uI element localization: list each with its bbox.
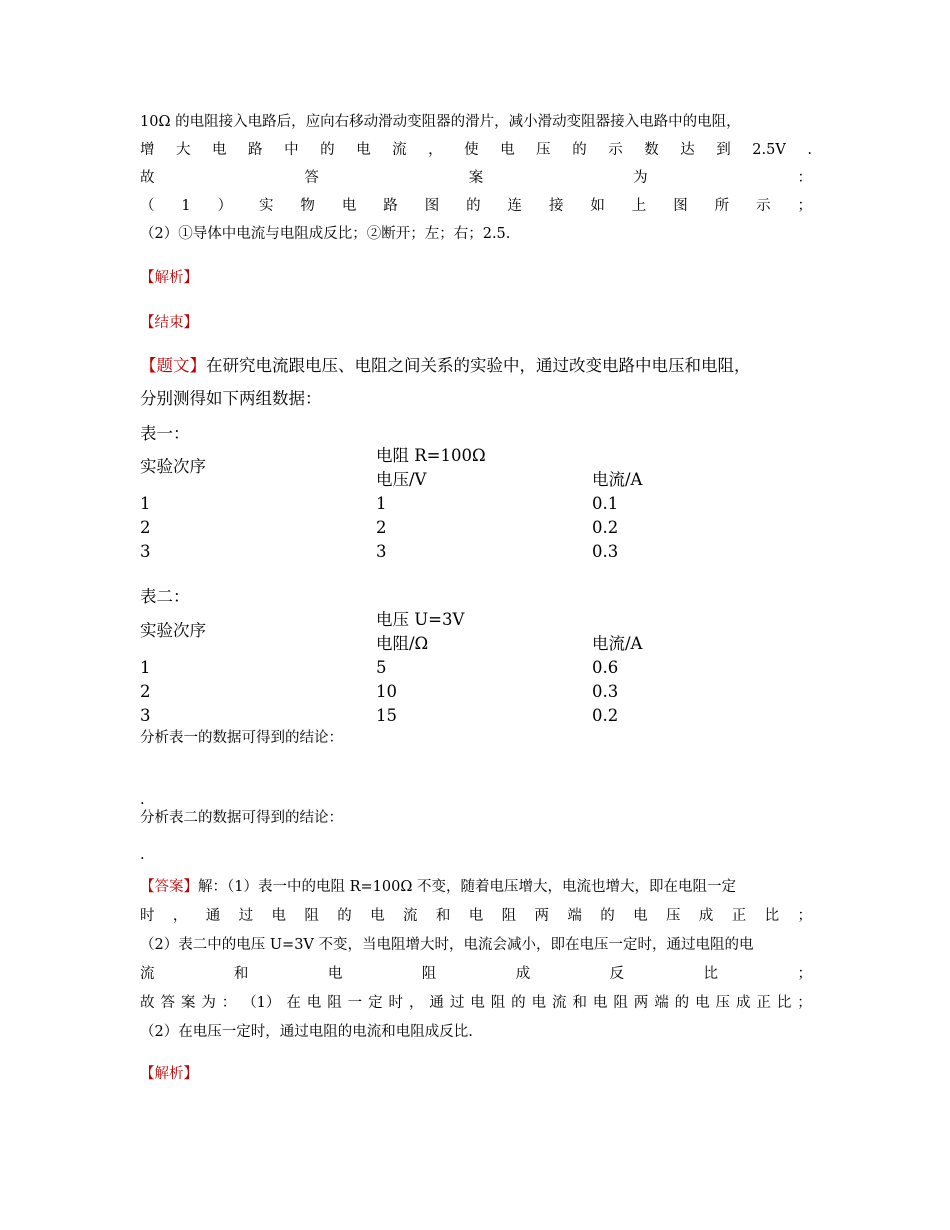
word: 流 [140, 966, 155, 982]
question-tag: 【题文】 [140, 356, 206, 375]
word: 电 [695, 995, 710, 1011]
answer-tag: 【答案】 [140, 879, 198, 895]
table2-group-header: 电压 U=3V [376, 610, 465, 629]
analysis-prompt-2: 分析表二的数据可得到的结论： [140, 810, 343, 826]
word: 时 [140, 908, 155, 924]
table2-header-current: 电流/A [592, 634, 643, 653]
table2-cell: 1 [140, 658, 151, 677]
word: 通 [429, 995, 444, 1011]
word: 上 [631, 198, 647, 214]
word: ： [221, 995, 237, 1011]
word: 流 [552, 995, 567, 1011]
word: 路 [248, 142, 263, 158]
word: 电 [327, 966, 343, 982]
word: 图 [424, 198, 440, 214]
word: （ [140, 198, 155, 214]
word: . [807, 142, 812, 158]
table2-cell: 2 [140, 682, 151, 701]
word: 答 [304, 170, 319, 186]
word: 的 [674, 995, 690, 1011]
table2-cell: 3 [140, 706, 151, 725]
table1-header-voltage: 电压/V [376, 470, 427, 489]
word: 两 [534, 908, 549, 924]
word: 答 [160, 995, 175, 1011]
table1-cell: 2 [140, 518, 151, 537]
answer-line-1 [140, 877, 812, 897]
word: 和 [572, 995, 587, 1011]
word: 故 [140, 170, 155, 186]
answer-line-5 [140, 993, 812, 1013]
table2-cell: 0.3 [592, 682, 619, 701]
table1-header-trial: 实验次序 [140, 457, 206, 476]
analysis-tag-1: 【解析】 [140, 270, 198, 286]
word: 过 [238, 908, 254, 924]
word: 示 [608, 142, 623, 158]
word: 电 [271, 908, 286, 924]
table2-cell: 0.2 [592, 706, 619, 725]
word: 为 [201, 995, 216, 1011]
word: 达 [680, 142, 695, 158]
word: 流 [392, 142, 407, 158]
table1-group-header: 电阻 R=100Ω [376, 446, 486, 465]
word: 实 [259, 198, 274, 214]
word: 1 [181, 198, 191, 214]
word: 物 [300, 198, 315, 214]
word: 连 [507, 198, 523, 214]
answer-line-4 [140, 964, 812, 984]
word: 的 [600, 908, 615, 924]
word: 比 [703, 966, 719, 982]
question-line-2: 分别测得如下两组数据： [140, 389, 322, 408]
answer-blank-1: . [140, 792, 145, 808]
word: 所 [714, 198, 730, 214]
answer-blank-2: . [140, 847, 145, 863]
table1-cell: 1 [376, 494, 387, 513]
word: 到 [716, 142, 731, 158]
word: 2.5V [752, 142, 786, 158]
word: ， [408, 995, 424, 1011]
table1-header-current: 电流/A [592, 470, 643, 489]
word: 故 [140, 995, 155, 1011]
word: 一 [347, 995, 363, 1011]
word: 两 [633, 995, 649, 1011]
analysis-prompt-1: 分析表一的数据可得到的结论： [140, 730, 343, 746]
table1-cell: 0.2 [592, 518, 619, 537]
word: 端 [567, 908, 582, 924]
answer-prev-line-5: （2）①导体中电流与电阻成反比；②断开；左；右；2.5. [140, 226, 511, 242]
word: 图 [673, 198, 688, 214]
word: ； [797, 966, 812, 982]
word: 如 [590, 198, 605, 214]
word: 在 [286, 995, 301, 1011]
word: 的 [511, 995, 526, 1011]
word: ； [797, 995, 812, 1011]
word: ： [797, 170, 812, 186]
table2-cell: 15 [376, 706, 397, 725]
word: 接 [548, 198, 564, 214]
word: 压 [666, 908, 681, 924]
table1-cell: 3 [140, 542, 151, 561]
word: 为 [633, 170, 648, 186]
word: 案 [468, 170, 484, 186]
answer-prev-line-4 [140, 196, 812, 216]
word: 的 [337, 908, 352, 924]
word: 正 [756, 995, 771, 1011]
question-text-1: 在研究电流跟电压、电阻之间关系的实验中，通过改变电路中电压和电阻， [206, 356, 751, 375]
word: 电 [470, 995, 485, 1011]
word: 阻 [490, 995, 506, 1011]
word: 电 [341, 198, 357, 214]
word: ； [797, 198, 812, 214]
word: 增 [140, 142, 155, 158]
word: 案 [180, 995, 196, 1011]
word: 使 [464, 142, 479, 158]
table2-cell: 5 [376, 658, 387, 677]
word: 电 [633, 908, 648, 924]
word: ； [797, 908, 812, 924]
word: 和 [435, 908, 451, 924]
word: 大 [176, 142, 191, 158]
word: 的 [320, 142, 335, 158]
table1-title: 表一： [140, 424, 190, 443]
answer-text-1: 解：（1）表一中的电阻 R=100Ω 不变，随着电压增大，电流也增大，即在电阻一定 [198, 879, 736, 895]
word: 正 [731, 908, 747, 924]
word: 成 [698, 908, 714, 924]
word: 电 [306, 995, 322, 1011]
end-tag: 【结束】 [140, 315, 198, 331]
answer-line-6: （2）在电压一定时，通过电阻的电流和电阻成反比. [140, 1024, 473, 1040]
answer-line-3: （2）表二中的电压 U=3V 不变，当电阻增大时，电流会减小，即在电压一定时，通过电阻的电 [140, 937, 754, 953]
word: 流 [403, 908, 418, 924]
table2-cell: 0.6 [592, 658, 619, 677]
answer-prev-line-3 [140, 168, 812, 188]
word: 的 [572, 142, 587, 158]
word: 中 [284, 142, 299, 158]
word: ） [217, 198, 233, 214]
question-line-1 [140, 356, 812, 376]
word: 电 [356, 142, 371, 158]
word: 路 [383, 198, 398, 214]
analysis-tag-2: 【解析】 [140, 1066, 198, 1082]
answer-prev-line-2 [140, 140, 812, 160]
answer-prev-line-1: 10Ω 的电阻接入电路后，应向右移动滑动变阻器的滑片，减小滑动变阻器接入电路中的电阻， [140, 114, 741, 130]
word: 电 [500, 142, 515, 158]
table1-cell: 1 [140, 494, 151, 513]
word: 电 [370, 908, 385, 924]
word: 示 [756, 198, 771, 214]
word: 电 [212, 142, 227, 158]
table2-header-trial: 实验次序 [140, 621, 206, 640]
table2-cell: 10 [376, 682, 397, 701]
word: 阻 [327, 995, 342, 1011]
word: 成 [515, 966, 531, 982]
word: 电 [531, 995, 547, 1011]
word: 时 [388, 995, 404, 1011]
word: 比 [764, 908, 780, 924]
word: ， [172, 908, 188, 924]
word: 比 [776, 995, 792, 1011]
table1-cell: 2 [376, 518, 387, 537]
table2-header-resistance: 电阻/Ω [376, 634, 429, 653]
word: 过 [449, 995, 465, 1011]
table1-cell: 3 [376, 542, 387, 561]
word: 反 [609, 966, 625, 982]
word: 的 [466, 198, 481, 214]
word: 通 [205, 908, 221, 924]
word: 数 [644, 142, 659, 158]
table1-cell: 0.1 [592, 494, 619, 513]
word: 阻 [501, 908, 517, 924]
word: 定 [368, 995, 383, 1011]
word: 和 [233, 966, 249, 982]
word: 阻 [613, 995, 628, 1011]
word: 电 [592, 995, 608, 1011]
word: 阻 [421, 966, 437, 982]
answer-line-2 [140, 906, 812, 926]
word: 电 [468, 908, 484, 924]
word: 阻 [304, 908, 319, 924]
word: 压 [715, 995, 731, 1011]
word: ， [428, 142, 443, 158]
table1-cell: 0.3 [592, 542, 619, 561]
table2-title: 表二： [140, 587, 190, 606]
word: 压 [536, 142, 551, 158]
word: （1） [242, 995, 281, 1011]
word: 成 [735, 995, 751, 1011]
word: 端 [654, 995, 669, 1011]
